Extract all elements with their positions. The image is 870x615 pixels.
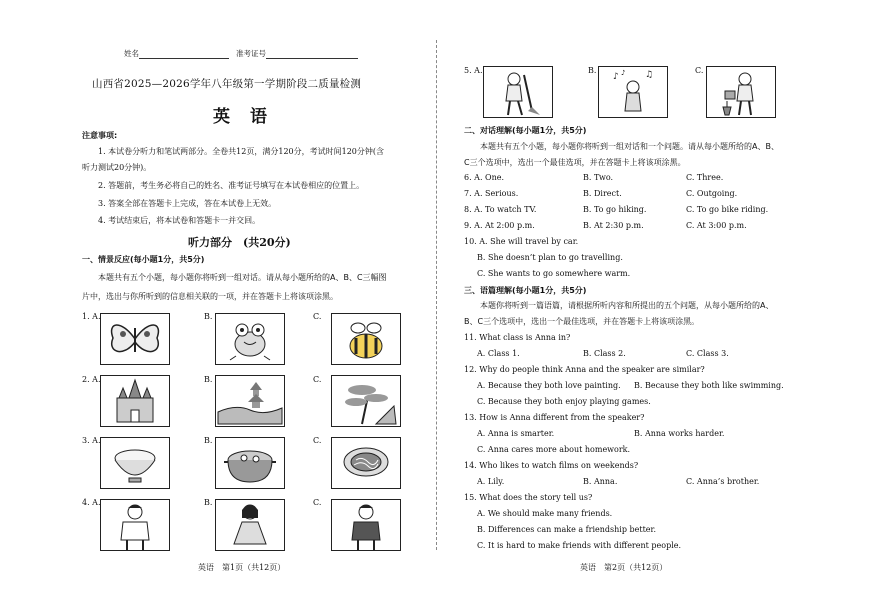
q2-label-a: 2. A. — [82, 375, 101, 384]
tower-landscape-icon — [215, 375, 285, 427]
q1-label-c: C. — [313, 312, 322, 321]
note-item: 3. 答案全部在答题卡上完成，答在本试卷上无效。 — [98, 199, 277, 208]
girl-skirt-icon — [215, 499, 285, 551]
q2-label-b: B. — [204, 375, 213, 384]
q13-option-b: B. Anna works harder. — [634, 429, 725, 438]
q14-question: 14. Who likes to watch films on weekends? — [464, 461, 639, 470]
section2-instruction: C三个选项中，选出一个最佳选项，并在答题卡上将该项涂黑。 — [464, 158, 686, 167]
q14-option-c: C. Anna’s brother. — [686, 477, 760, 486]
girl-music-icon — [598, 66, 668, 118]
hotpot-icon — [215, 437, 285, 489]
q5-label-b: B. — [588, 66, 597, 75]
boy-sweeping-icon — [483, 66, 553, 118]
footer-left: 英语 第1页（共12页） — [198, 563, 286, 572]
q8-option-a: 8. A. To watch TV. — [464, 205, 537, 214]
section3-instruction: B、C三个选项中，选出一个最佳选项，并在答题卡上将该项涂黑。 — [464, 317, 700, 326]
palace-icon — [100, 375, 170, 427]
boy-watering-icon — [706, 66, 776, 118]
q12-option-c: C. Because they both enjoy playing games. — [477, 397, 651, 406]
q15-option-c: C. It is hard to make friends with different people. — [477, 541, 682, 550]
q10-option-b: B. She doesn’t plan to go travelling. — [477, 253, 623, 262]
q3-label-c: C. — [313, 436, 322, 445]
q9-option-a: 9. A. At 2:00 p.m. — [464, 221, 535, 230]
q4-label-b: B. — [204, 498, 213, 507]
q13-option-c: C. Anna cares more about homework. — [477, 445, 631, 454]
section2-instruction: 本题共有五个小题，每小题你将听到一组对话和一个问题。请从每小题所给的A、B、 — [480, 142, 779, 151]
q4-label-a: 4. A. — [82, 498, 101, 507]
q7-option-a: 7. A. Serious. — [464, 189, 519, 198]
section1-instruction: 本题共有五个小题，每小题你将听到一组对话。请从每小题所给的A、B、C三幅图 — [98, 273, 387, 282]
exam-number-field — [236, 48, 358, 59]
name-line — [139, 50, 229, 59]
listening-heading: 听力部分 (共20分) — [188, 236, 291, 249]
noodles-icon — [331, 437, 401, 489]
q8-option-c: C. To go bike riding. — [686, 205, 769, 214]
q11-option-b: B. Class 2. — [583, 349, 626, 358]
q6-option-b: B. Two. — [583, 173, 614, 182]
name-field — [124, 48, 229, 59]
q15-option-a: A. We should make many friends. — [477, 509, 613, 518]
q12-question: 12. Why do people think Anna and the speaker are similar? — [464, 365, 705, 374]
exam-number-line — [266, 50, 358, 59]
note-item: 4. 考试结束后，将本试卷和答题卡一并交回。 — [98, 216, 261, 225]
note-item: 1. 本试卷分听力和笔试两部分。全卷共12页，满分120分，考试时间120分钟(含 — [98, 147, 385, 156]
q11-question: 11. What class is Anna in? — [464, 333, 571, 342]
section1-title: 一、情景反应(每小题1分，共5分) — [82, 255, 205, 264]
q12-option-b: B. Because they both like swimming. — [634, 381, 784, 390]
q4-label-c: C. — [313, 498, 322, 507]
q13-question: 13. How is Anna different from the speaker? — [464, 413, 645, 422]
note-item: 2. 答题前，考生务必将自己的姓名、准考证号填写在本试卷相应的位置上。 — [98, 181, 365, 190]
q15-question: 15. What does the story tell us? — [464, 493, 593, 502]
note-item: 听力测试20分钟)。 — [82, 163, 152, 172]
q15-option-b: B. Differences can make a friendship better. — [477, 525, 657, 534]
svg-text:♪: ♪ — [613, 72, 619, 82]
pine-tree-icon — [331, 375, 401, 427]
butterfly-icon — [100, 313, 170, 365]
q7-option-b: B. Direct. — [583, 189, 622, 198]
name-label: 姓名 — [124, 49, 139, 58]
subject-title: 英语 — [213, 107, 287, 127]
q5-label-c: C. — [695, 66, 704, 75]
bee-icon — [331, 313, 401, 365]
boy-bag-icon — [331, 499, 401, 551]
q9-option-c: C. At 3:00 p.m. — [686, 221, 747, 230]
q14-option-b: B. Anna. — [583, 477, 618, 486]
q5-label-a: 5. A. — [464, 66, 483, 75]
q9-option-b: B. At 2:30 p.m. — [583, 221, 644, 230]
exam-number-label: 准考证号 — [236, 49, 266, 58]
q8-option-b: B. To go hiking. — [583, 205, 647, 214]
q11-option-c: C. Class 3. — [686, 349, 729, 358]
q10-option-a: 10. A. She will travel by car. — [464, 237, 579, 246]
section2-title: 二、对话理解(每小题1分，共5分) — [464, 126, 587, 135]
q3-label-b: B. — [204, 436, 213, 445]
q3-label-a: 3. A. — [82, 436, 101, 445]
q10-option-c: C. She wants to go somewhere warm. — [477, 269, 631, 278]
footer-right: 英语 第2页（共12页） — [580, 563, 668, 572]
section1-instruction: 片中，选出与你所听到的信息相关联的一项，并在答题卡上将该项涂黑。 — [82, 292, 338, 301]
page-divider — [436, 40, 437, 550]
q6-option-c: C. Three. — [686, 173, 724, 182]
q11-option-a: A. Class 1. — [477, 349, 520, 358]
boy-tshirt-icon — [100, 499, 170, 551]
q7-option-c: C. Outgoing. — [686, 189, 738, 198]
svg-text:♫: ♫ — [645, 70, 654, 80]
rice-bowl-icon — [100, 437, 170, 489]
q14-option-a: A. Lily. — [477, 477, 505, 486]
q2-label-c: C. — [313, 375, 322, 384]
frog-icon — [215, 313, 285, 365]
q1-label-b: B. — [204, 312, 213, 321]
q6-option-a: 6. A. One. — [464, 173, 505, 182]
section3-instruction: 本题你将听到一篇语篇，请根据所听内容和所提出的五个问题，从每小题所给的A、 — [480, 301, 774, 310]
section3-title: 三、语篇理解(每小题1分，共5分) — [464, 286, 587, 295]
q12-option-a: A. Because they both love painting. — [477, 381, 621, 390]
q13-option-a: A. Anna is smarter. — [477, 429, 555, 438]
exam-title: 山西省2025—2026学年八年级第一学期阶段二质量检测 — [92, 78, 362, 90]
q1-label-a: 1. A. — [82, 312, 101, 321]
svg-text:♪: ♪ — [621, 69, 626, 77]
notes-heading: 注意事项: — [82, 131, 118, 140]
